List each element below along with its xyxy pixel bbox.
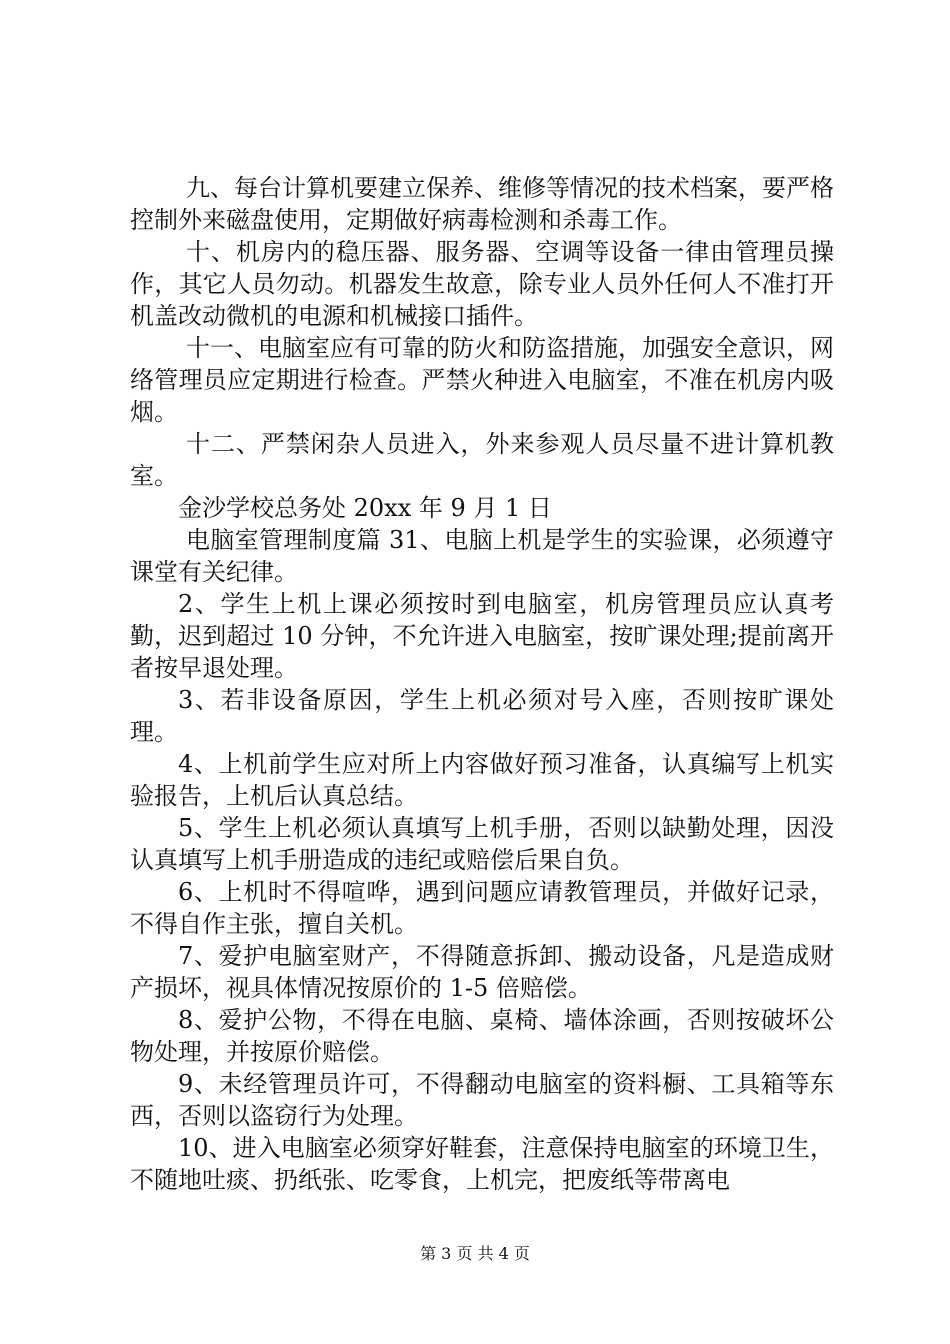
section-intro: 电脑室管理制度篇 31、电脑上机是学生的实验课，必须遵守课堂有关纪律。: [130, 526, 834, 586]
signature-line: 金沙学校总务处 20xx 年 9 月 1 日: [178, 494, 552, 522]
paragraph-rule-9: 九、每台计算机要建立保养、维修等情况的技术档案，要严格控制外来磁盘使用，定期做好病毒检测和杀毒工作。: [130, 174, 834, 234]
rule-item: 4、上机前学生应对所上内容做好预习准备，认真编写上机实验报告，上机后认真总结。: [130, 750, 834, 810]
rule-item: 10、进入电脑室必须穿好鞋套，注意保持电脑室的环境卫生，不随地吐痰、扔纸张、吃零食，上机完，把废纸等带离电: [130, 1134, 834, 1194]
rule-item: 9、未经管理员许可，不得翻动电脑室的资料橱、工具箱等东西，否则以盗窃行为处理。: [130, 1070, 834, 1130]
paragraph-rule-10: 十、机房内的稳压器、服务器、空调等设备一律由管理员操作，其它人员勿动。机器发生故意，除专业人员外任何人不准打开机盖改动微机的电源和机械接口插件。: [130, 238, 834, 330]
rule-item: 8、爱护公物，不得在电脑、桌椅、墙体涂画，否则按破坏公物处理，并按原价赔偿。: [130, 1006, 834, 1066]
rule-item: 3、若非设备原因，学生上机必须对号入座，否则按旷课处理。: [130, 686, 834, 746]
document-body: [130, 172, 834, 1196]
rule-item: 5、学生上机必须认真填写上机手册，否则以缺勤处理，因没认真填写上机手册造成的违纪或赔偿后果自负。: [130, 814, 834, 874]
paragraph-rule-12: 十二、严禁闲杂人员进入，外来参观人员尽量不进计算机教室。: [130, 430, 834, 490]
rule-item: 7、爱护电脑室财产，不得随意拆卸、搬动设备，凡是造成财产损坏，视具体情况按原价的 1-5 倍赔偿。: [130, 942, 834, 1002]
rule-item: 2、学生上机上课必须按时到电脑室，机房管理员应认真考勤，迟到超过 10 分钟，不允许进入电脑室，按旷课处理;提前离开者按早退处理。: [130, 590, 834, 682]
paragraph-rule-11: 十一、电脑室应有可靠的防火和防盗措施，加强安全意识，网络管理员应定期进行检查。严禁火种进入电脑室，不准在机房内吸烟。: [130, 334, 834, 426]
page-footer: 第 3 页 共 4 页: [420, 1244, 530, 1263]
rule-item: 6、上机时不得喧哗，遇到问题应请教管理员，并做好记录，不得自作主张，擅自关机。: [130, 878, 834, 938]
